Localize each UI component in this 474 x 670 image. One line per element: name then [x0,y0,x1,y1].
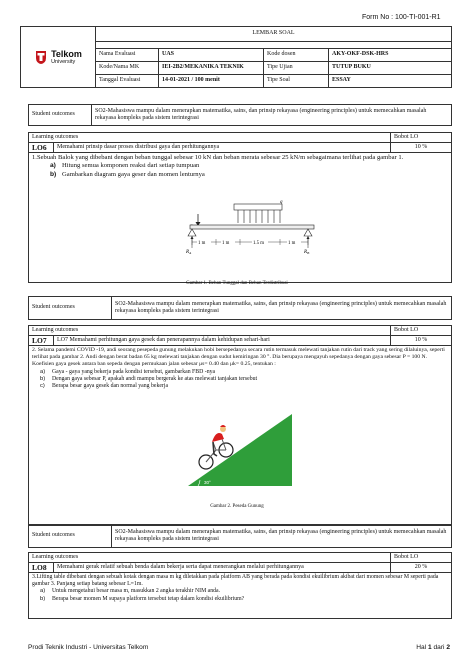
bobot-label: Bobot LO [391,553,452,563]
q2-lo-code: LO7 [29,336,54,346]
q1-items [32,162,448,178]
q2-item-b: b) Dengan gaya sebesar P, apakah andi mampu bergerak ke atas melewati tanjakan tersebut [40,376,258,383]
value-tanggal-evaluasi: 14-01-2021 / 100 menit [159,75,264,88]
label-rb: $R_B$ [304,250,310,255]
bobot-label: Bobot LO [391,133,452,143]
so-label: Student outcomes [29,297,112,320]
logo-cell [21,27,96,88]
figure1-caption: Gambar 1. Beban Tunggal dan Beban Terdistribusi [186,281,288,286]
label-tipe-ujian: Tipe Ujian [264,62,329,75]
bobot-label: Bobot LO [391,326,452,336]
label-tanggal-evaluasi: Tanggal Evaluasi [96,75,159,88]
cyclist-figure [184,410,296,490]
logo-line1: Telkom [51,48,82,59]
distributed-load [234,204,282,223]
footer-left: Prodi Teknik Industri - Universitas Telkom [28,644,149,651]
q3-items [32,588,448,602]
telkom-logo [24,49,92,65]
q3-lo-text: Memahami gerak relatif sebuah benda dalam bekerja serta dapat menerangkan melalui perhitungannya [54,563,391,573]
beam-figure [168,198,328,270]
page-total: 2 [446,644,450,651]
dim-1: 1 m [198,241,206,246]
label-nama-evaluasi: Nama Evaluasi [96,49,159,62]
q2-student-outcomes [28,296,452,320]
logo-line2: University [51,58,76,65]
telkom-logo-mark [34,49,48,65]
value-kode-dosen: AKY-OKF-DSK-HRS [329,49,452,62]
beam [190,225,314,229]
q3-question: 3.Lifting table dibebani dengan sebuah kotak dengan masa m kg diletakkan pada platform AB yang berada pada kondisi ekuilibrium akibat dari momen sebesar M seperti pada gambar 3. Panjang setiap batang sebesar L=1m. [32,574,439,588]
so-text: SO2-Mahasiswa mampu dalam menerapkan matematika, sains, dan prinsip rekayasa (engineering principles) untuk memecahkan masalah rekayasa kompleks pada sistem terintegrasi [112,297,452,320]
label-kode-dosen: Kode dosen [264,49,329,62]
so-text: SO2-Mahasiswa mampu dalam menerapkan matematika, sains, dan prinsip rekayasa (engineering principles) untuk memecahkan masalah rekayasa kompleks pada sistem terintegrasi [92,105,452,126]
q2-question: 2. Selama pandemi COVID -19, andi seorang pesepeda gunung melakukan hobi bersepedanya secara rutin termasuk melewati tanjakan rutin dari track yang sering dilaluinya, seperti terlihat pada gambar 2. Andi dengan berat badan 65 kg melewati tanjakan dengan sudut kemiringan 30 °. Dia berupaya mengayuh sepedanya dengan gaya sebesar P = 100 N. Koefisien gaya gesek antara ban sepeda dengan permukaan jalan sebesar μs= 0.40 dan μk= 0.25, tentukan : [32,347,445,368]
support-b [304,229,312,248]
lo-label: Learning outcomes [29,326,391,336]
q3-lo-code: LO8 [29,563,54,573]
q1-lo-code: LO6 [29,143,54,153]
angle-label: 30° [204,480,211,485]
dim-3: 1.5 m [253,241,264,246]
page-indicator: Hal 1 dari 2 [416,644,450,651]
so-label: Student outcomes [29,525,112,548]
support-a [188,229,196,248]
q1-student-outcomes [28,104,452,126]
q2-item-c: c) Berapa besar gaya gesek dan normal yang bekerja [40,383,169,390]
figure2-caption: Gambar 2. Peseda Gunung [210,504,264,509]
so-text: SO2-Mahasiswa mampu dalam menerapkan matematika, sains, dan prinsip rekayasa (engineering principles) untuk memecahkan masalah rekayasa kompleks pada sistem terintegrasi [112,525,452,548]
lo-label: Learning outcomes [29,553,391,563]
hill [188,414,292,486]
q1-item-a: a) Hitung semua komponen reaksi dari setiap tumpuan [50,162,200,170]
q3-student-outcomes [28,524,452,548]
header-table [20,26,452,88]
q3-item-b: b) Berapa besar momen M supaya platform tersebut tetap dalam kondisi ekuilibrium? [40,595,245,602]
label-kode-mk: Kode/Nama MK [96,62,159,75]
q2-item-a: a) Gaya - gaya yang bekerja pada kondisi tersebut, gambarkan FBD -nya [40,368,216,375]
page-number: 1 [427,644,432,651]
value-nama-evaluasi: UAS [159,49,264,62]
q3-item-a: a) Untuk mengetahui besar masa m, masukkan 2 angka terakhir NIM anda. [40,588,221,595]
sheet-title: LEMBAR SOAL [96,27,452,42]
q3-body [29,573,452,619]
q2-lo-text: LO7 Memahami perhitungan gaya gesek dan penerapannya dalam kehidupan sehari-hari [54,336,391,346]
q2-items [32,369,448,391]
q1-item-b: b) Gambarkan diagram gaya geser dan momen lenturnya [50,170,205,178]
q2-weight: 10 % [391,336,452,346]
q1-question: 1.Sebuah Balok yang dibebani dengan beban tunggal sebesar 10 kN dan beban merata sebesar 25 kN/m sebagaimana terlihat pada gambar 1. [32,154,404,161]
q1-lo-text: Memahami prinsip dasar proses distribusi gaya dan perhitungannya [54,143,391,153]
label-ra: $R_A$ [186,250,192,255]
value-tipe-ujian: TUTUP BUKU [329,62,452,75]
q1-weight: 10 % [391,143,452,153]
so-label: Student outcomes [29,105,92,126]
label-tipe-soal: Tipe Soal [264,75,329,88]
value-tipe-soal: ESSAY [329,75,452,88]
dim-2: 1 m [222,241,230,246]
q3-table [28,552,452,619]
form-number: Form No : 100-TI-001-R1 [362,14,441,21]
label-q: q [280,200,283,205]
point-load-arrow [196,214,201,226]
q3-weight: 20 % [391,563,452,573]
dim-4: 1 m [288,241,296,246]
lo-label: Learning outcomes [29,133,391,143]
value-kode-mk: IEI-2B2/MEKANIKA TEKNIK [159,62,264,75]
